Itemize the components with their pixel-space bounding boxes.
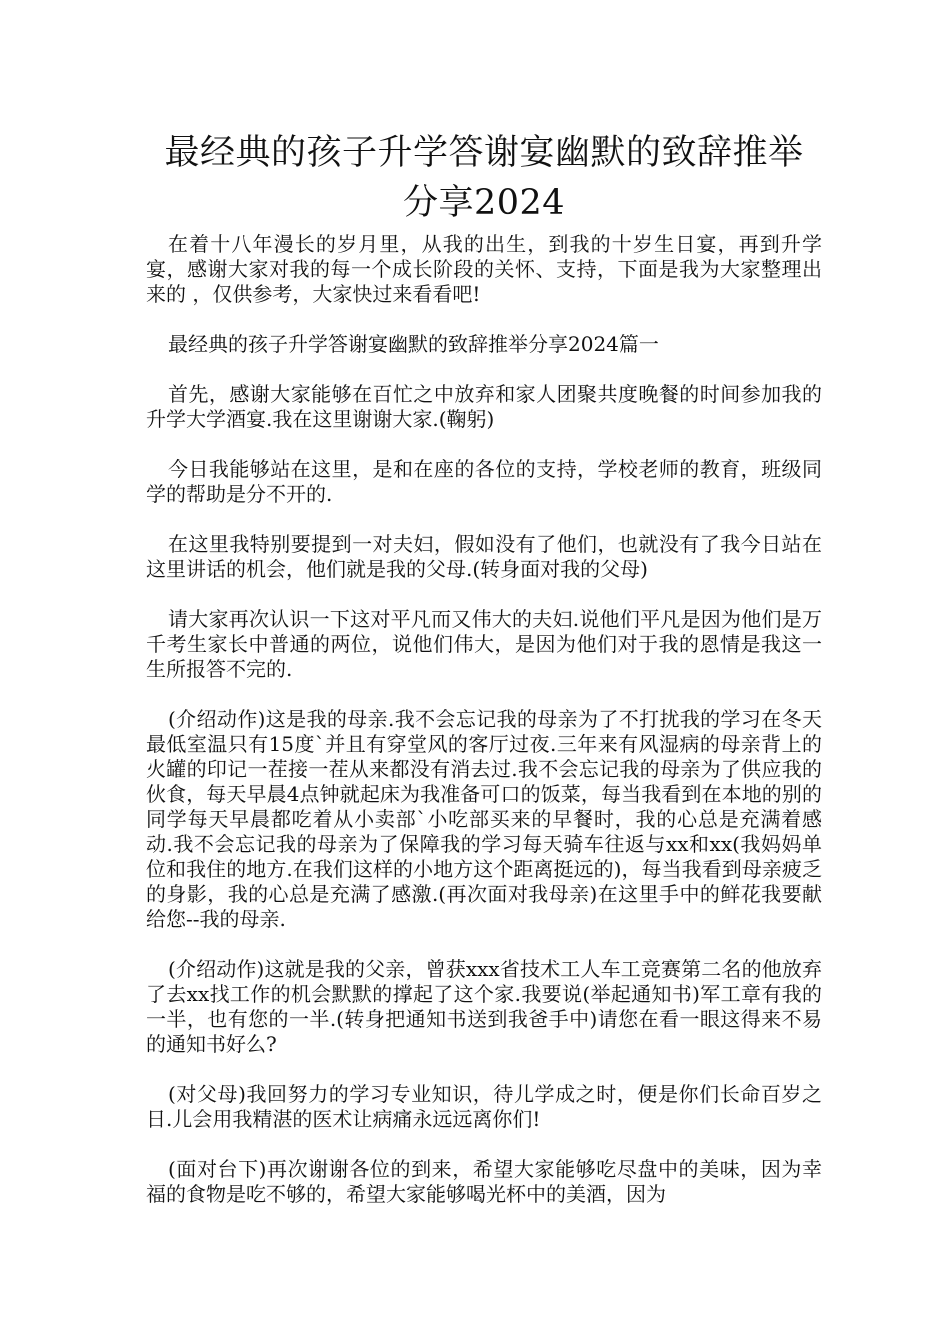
body-paragraph: 今日我能够站在这里，是和在座的各位的支持，学校老师的教育，班级同学的帮助是分不开的. [146,457,822,506]
body-paragraph: (介绍动作)这就是我的父亲，曾获xxx省技术工人车工竞赛第二名的他放弃了去xx找工作的机会默默的撑起了这个家.我要说(举起通知书)军工章有我的一半，也有您的一半.(转身把通知书送到我爸手中)请您在看一眼这得来不易的通知书好么? [146,957,822,1056]
document-page [146,128,822,1207]
title-line-1: 最经典的孩子升学答谢宴幽默的致辞推举 [164,133,804,173]
body-paragraph: 请大家再次认识一下这对平凡而又伟大的夫妇.说他们平凡是因为他们是万千考生家长中普通的两位，说他们伟大，是因为他们对于我的恩情是我这一生所报答不完的. [146,607,822,681]
document-title [146,128,822,228]
intro-paragraph: 在着十八年漫长的岁月里，从我的出生，到我的十岁生日宴，再到升学宴，感谢大家对我的每一个成长阶段的关怀、支持，下面是我为大家整理出来的 ，仅供参考，大家快过来看看吧! [146,232,822,306]
body-paragraph: 在这里我特别要提到一对夫妇，假如没有了他们，也就没有了我今日站在这里讲话的机会，他们就是我的父母.(转身面对我的父母) [146,532,822,581]
body-paragraph: (面对台下)再次谢谢各位的到来，希望大家能够吃尽盘中的美味，因为幸福的食物是吃不够的，希望大家能够喝光杯中的美酒，因为 [146,1157,822,1206]
body-paragraph: (介绍动作)这是我的母亲.我不会忘记我的母亲为了不打扰我的学习在冬天最低室温只有15度`并且有穿堂风的客厅过夜.三年来有风湿病的母亲背上的火罐的印记一茬接一茬从来都没有消去过.我不会忘记我的母亲为了供应我的伙食，每天早晨4点钟就起床为我准备可口的饭菜，每当我看到在本地的别的同学每天早晨都吃着从小卖部`小吃部买来的早餐时，我的心总是充满着感动.我不会忘记我的母亲为了保障我的学习每天骑车往返与xx和xx(我妈妈单位和我住的地方.在我们这样的小地方这个距离挺远的)，每当我看到母亲疲乏的身影，我的心总是充满了感激.(再次面对我母亲)在这里手中的鲜花我要献给您--我的母亲. [146,707,822,931]
section-heading: 最经典的孩子升学答谢宴幽默的致辞推举分享2024篇一 [168,332,659,356]
body-paragraph: (对父母)我回努力的学习专业知识，待儿学成之时，便是你们长命百岁之日.儿会用我精湛的医术让病痛永远远离你们! [146,1082,822,1131]
body-paragraph: 首先，感谢大家能够在百忙之中放弃和家人团聚共度晚餐的时间参加我的升学大学酒宴.我在这里谢谢大家.(鞠躬) [146,382,822,431]
title-line-2: 分享2024 [402,183,566,223]
